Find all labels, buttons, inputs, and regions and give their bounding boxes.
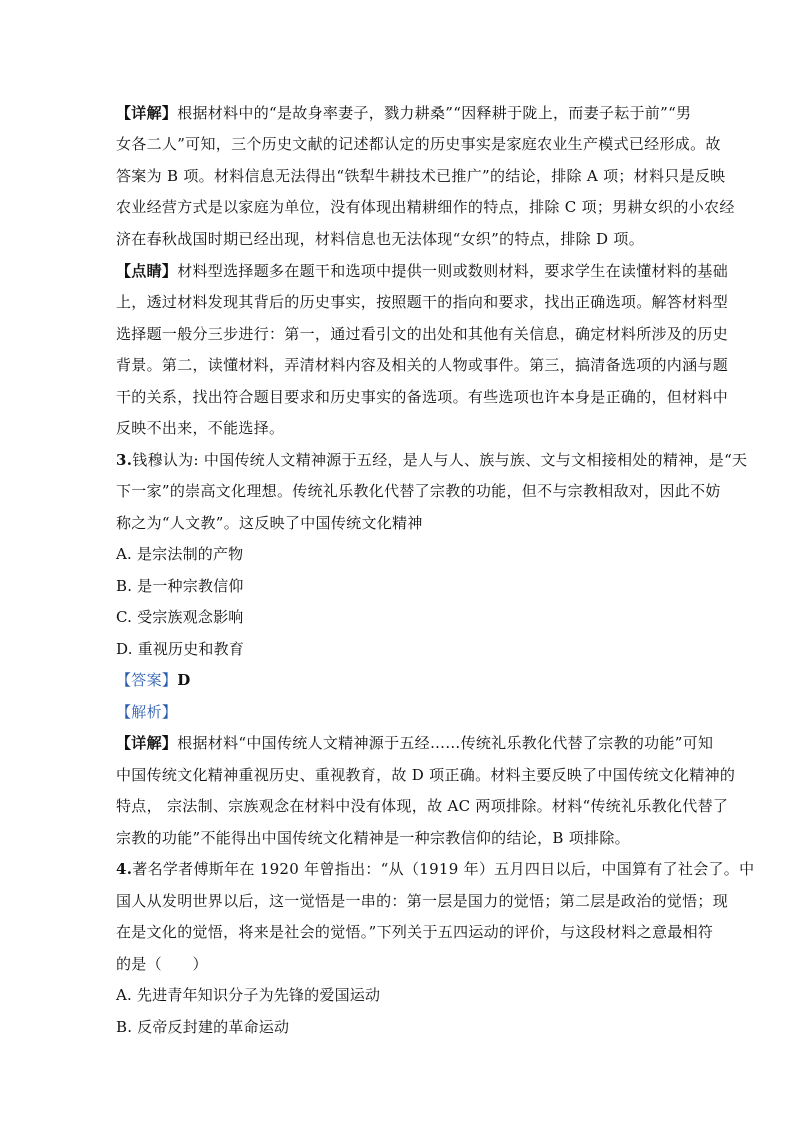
question-4-stem-line: 4.著名学者傅斯年在 1920 年曾指出：“从（1919 年）五月四日以后，中国算有了社会了。中: [116, 860, 755, 878]
question-4-option-a: A. 先进青年知识分子为先锋的爱国运动: [116, 986, 381, 1004]
detail-paragraph-line: 济在春秋战国时期已经出现，材料信息也无法体现“女织”的特点，排除 D 项。: [116, 230, 645, 248]
question-3-stem-line: 称之为“人文教”。这反映了中国传统文化精神: [116, 514, 423, 532]
comment-paragraph-line: 反映不出来，不能选择。: [116, 419, 285, 437]
comment-paragraph-line: 背景。第二，读懂材料，弄清材料内容及相关的人物或事件。第三，搞清备选项的内涵与题: [116, 356, 729, 374]
analysis-tag: 【解析】: [116, 703, 178, 721]
answer-tag: 【答案】: [116, 671, 178, 689]
question-3-stem-line: 下一家”的崇高文化理想。传统礼乐教化代替了宗教的功能，但不与宗教相敌对，因此不妨: [116, 482, 721, 500]
comment-paragraph-line: 【点睛】材料型选择题多在题干和选项中提供一则或数则材料，要求学生在读懂材料的基础: [116, 262, 729, 280]
detail-tag: 【详解】: [116, 104, 178, 122]
question-3-option-b: B. 是一种宗教信仰: [116, 577, 244, 595]
question-4-option-b: B. 反帝反封建的革命运动: [116, 1018, 290, 1036]
comment-tag: 【点睛】: [116, 262, 178, 280]
question-3-stem-line: 3.钱穆认为: 中国传统人文精神源于五经，是人与人、族与族、文与文相接相处的精神，是“天: [116, 451, 748, 469]
question-number: 3.: [116, 451, 133, 469]
detail-paragraph-line: 答案为 B 项。材料信息无法得出“铁犁牛耕技术已推广”的结论，排除 A 项；材料只是反映: [116, 167, 726, 185]
question-3-option-c: C. 受宗族观念影响: [116, 608, 244, 626]
comment-paragraph-line: 上，透过材料发现其背后的历史事实，按照题干的指向和要求，找出正确选项。解答材料型: [116, 293, 729, 311]
detail-paragraph-line: 女各二人”可知，三个历史文献的记述都认定的历史事实是家庭农业生产模式已经形成。故: [116, 135, 721, 153]
question-number: 4.: [116, 860, 133, 878]
question-3-detail-line: 中国传统文化精神重视历史、重视教育，故 D 项正确。材料主要反映了中国传统文化精神的: [116, 766, 736, 784]
question-3-detail-line: 宗教的功能”不能得出中国传统文化精神是一种宗教信仰的结论，B 项排除。: [116, 829, 630, 847]
comment-paragraph-line: 选择题一般分三步进行：第一，通过看引文的出处和其他有关信息，确定材料所涉及的历史: [116, 325, 729, 343]
question-3-answer: [116, 671, 681, 689]
detail-tag: 【详解】: [116, 734, 178, 752]
answer-value: D: [177, 671, 191, 689]
question-3-option-d: D. 重视历史和教育: [116, 640, 245, 658]
question-3-detail-line: 特点， 宗法制、宗族观念在材料中没有体现，故 AC 两项排除。材料“传统礼乐教化代替了: [116, 797, 729, 815]
question-4-stem-line: 在是文化的觉悟，将来是社会的觉悟。”下列关于五四运动的评价，与这段材料之意最相符: [116, 923, 714, 941]
question-3-detail-line: 【详解】根据材料“中国传统人文精神源于五经……传统礼乐教化代替了宗教的功能”可知: [116, 734, 714, 752]
detail-paragraph-line: 【详解】根据材料中的“是故身率妻子，戮力耕桑”“因释耕于陇上，而妻子耘于前”“男: [116, 104, 692, 122]
comment-paragraph-line: 干的关系，找出符合题目要求和历史事实的备选项。有些选项也许本身是正确的，但材料中: [116, 388, 729, 406]
question-3-option-a: A. 是宗法制的产物: [116, 545, 244, 563]
question-4-stem-line: 的是（ ）: [116, 955, 208, 973]
detail-paragraph-line: 农业经营方式是以家庭为单位，没有体现出精耕细作的特点，排除 C 项；男耕女织的小农经: [116, 198, 735, 216]
question-4-stem-line: 国人从发明世界以后，这一觉悟是一串的：第一层是国力的觉悟；第二层是政治的觉悟；现: [116, 892, 729, 910]
